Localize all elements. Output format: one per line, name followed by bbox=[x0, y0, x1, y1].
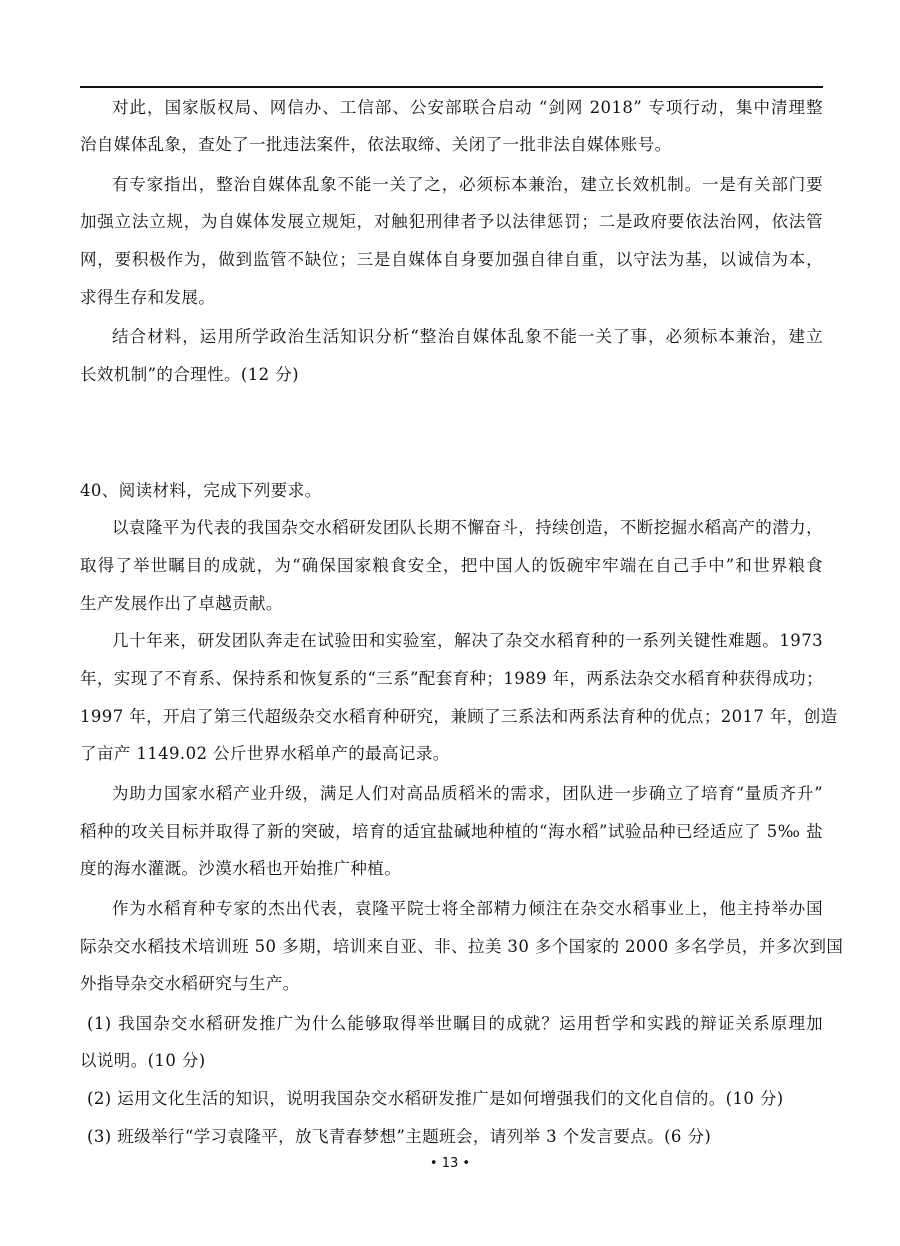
text-line: 年，实现了不育系、保持系和恢复系的“三系”配套育种；1989 年，两系法杂交水稻育种获得成功； bbox=[80, 669, 823, 688]
text-line: 外指导杂交水稻研究与生产。 bbox=[80, 974, 300, 993]
question-title: 40、阅读材料，完成下列要求。 bbox=[80, 481, 322, 500]
text-line: 治自媒体乱象，查处了一批违法案件，依法取缔、关闭了一批非法自媒体账号。 bbox=[80, 135, 672, 154]
text-line: 作为水稻育种专家的杰出代表，袁隆平院士将全部精力倾注在杂交水稻事业上，他主持举办国 bbox=[112, 899, 823, 918]
text-line: 加强立法立规，为自媒体发展立规矩，对触犯刑律者予以法律惩罚；二是政府要依法治网，依法管 bbox=[80, 212, 823, 231]
sub-question-3: (3) 班级举行“学习袁隆平，放飞青春梦想”主题班会，请列举 3 个发言要点。(6 分) bbox=[87, 1127, 712, 1146]
text-line: 际杂交水稻技术培训班 50 多期，培训来自亚、非、拉美 30 多个国家的 2000 多名学员，并多次到国 bbox=[80, 937, 844, 956]
sub-question-1-cont: 以说明。(10 分) bbox=[80, 1051, 206, 1070]
page-number: • 13 • bbox=[429, 1156, 471, 1171]
text-line: 网，要积极作为，做到监管不缺位；三是自媒体自身要加强自律自重，以守法为基，以诚信为本， bbox=[80, 250, 823, 269]
text-line: 稻种的攻关目标并取得了新的突破，培育的适宜盐碱地种植的“海水稻”试验品种已经适应了 5‰ 盐 bbox=[80, 822, 823, 841]
text-line: 几十年来，研发团队奔走在试验田和实验室，解决了杂交水稻育种的一系列关键性难题。1973 bbox=[112, 631, 823, 650]
sub-question-2: (2) 运用文化生活的知识，说明我国杂交水稻研发推广是如何增强我们的文化自信的。(10 分) bbox=[87, 1089, 784, 1108]
text-line: 求得生存和发展。 bbox=[80, 288, 216, 307]
text-line: 有专家指出，整治自媒体乱象不能一关了之，必须标本兼治，建立长效机制。一是有关部门要 bbox=[112, 175, 823, 194]
text-line: 结合材料，运用所学政治生活知识分析“整治自媒体乱象不能一关了事，必须标本兼治，建立 bbox=[112, 327, 823, 346]
text-line: 为助力国家水稻产业升级，满足人们对高品质稻米的需求，团队进一步确立了培育“量质齐升” bbox=[112, 784, 823, 803]
text-line: 长效机制”的合理性。(12 分) bbox=[80, 365, 299, 384]
sub-question-1: (1) 我国杂交水稻研发推广为什么能够取得举世瞩目的成就？运用哲学和实践的辩证关系原理加 bbox=[87, 1014, 823, 1033]
text-line: 了亩产 1149.02 公斤世界水稻单产的最高记录。 bbox=[80, 744, 450, 763]
text-line: 对此，国家版权局、网信办、工信部、公安部联合启动 “剑网 2018” 专项行动，集中清理整 bbox=[112, 98, 823, 117]
text-line: 生产发展作出了卓越贡献。 bbox=[80, 594, 283, 613]
text-line: 1997 年，开启了第三代超级杂交水稻育种研究，兼顾了三系法和两系法育种的优点；2017 年，创造 bbox=[80, 707, 838, 726]
text-line: 度的海水灌溉。沙漠水稻也开始推广种植。 bbox=[80, 859, 402, 878]
text-line: 取得了举世瞩目的成就，为“确保国家粮食安全，把中国人的饭碗牢牢端在自己手中”和世界粮食 bbox=[80, 556, 823, 575]
header-rule bbox=[80, 86, 823, 88]
text-line: 以袁隆平为代表的我国杂交水稻研发团队长期不懈奋斗，持续创造，不断挖掘水稻高产的潜力， bbox=[112, 518, 823, 537]
